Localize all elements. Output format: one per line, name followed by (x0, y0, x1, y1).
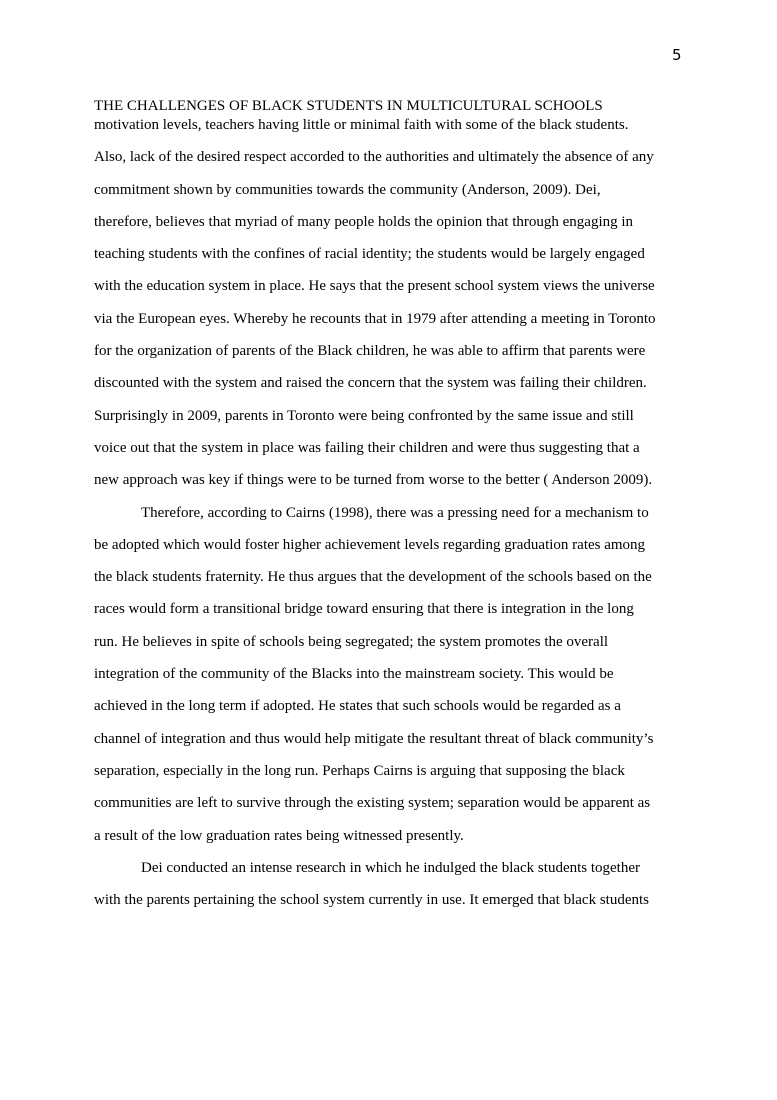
paragraph-first-line: Dei conducted an intense research in which he indulged the black students together (141, 859, 640, 876)
text-line: the black students fraternity. He thus argues that the development of the schools based on the (94, 569, 652, 586)
text-line: via the European eyes. Whereby he recounts that in 1979 after attending a meeting in Toronto (94, 310, 656, 327)
page-number: 5 (672, 46, 682, 64)
text-line: a result of the low graduation rates being witnessed presently. (94, 827, 464, 844)
running-head: THE CHALLENGES OF BLACK STUDENTS IN MULTICULTURAL SCHOOLS (94, 98, 603, 114)
text-line: therefore, believes that myriad of many people holds the opinion that through engaging in (94, 213, 634, 230)
text-line: new approach was key if things were to be turned from worse to the better ( Anderson 2009). (94, 472, 653, 489)
body-text (94, 116, 694, 923)
paragraph-first-line: Therefore, according to Cairns (1998), there was a pressing need for a mechanism to (141, 504, 649, 521)
text-line: with the education system in place. He says that the present school system views the universe (94, 278, 655, 295)
text-line: achieved in the long term if adopted. He states that such schools would be regarded as a (94, 698, 621, 715)
text-line: communities are left to survive through the existing system; separation would be apparent as (94, 795, 651, 812)
text-line: voice out that the system in place was failing their children and were thus suggesting that a (94, 439, 640, 456)
text-line: races would form a transitional bridge toward ensuring that there is integration in the long (94, 601, 634, 618)
text-line: motivation levels, teachers having little or minimal faith with some of the black students. (94, 117, 629, 133)
text-line: be adopted which would foster higher achievement levels regarding graduation rates among (94, 536, 646, 553)
text-line: Also, lack of the desired respect accorded to the authorities and ultimately the absence of any (94, 149, 654, 166)
text-line: integration of the community of the Blacks into the mainstream society. This would be (94, 666, 614, 683)
text-line: channel of integration and thus would help mitigate the resultant threat of black community’s (94, 730, 654, 747)
text-line: commitment shown by communities towards the community (Anderson, 2009). Dei, (94, 181, 601, 198)
text-line: separation, especially in the long run. Perhaps Cairns is arguing that supposing the black (94, 762, 625, 779)
text-line: discounted with the system and raised the concern that the system was failing their children. (94, 375, 647, 392)
text-line: teaching students with the confines of racial identity; the students would be largely engaged (94, 246, 645, 263)
text-line: for the organization of parents of the Black children, he was able to affirm that parents were (94, 343, 646, 360)
text-line: with the parents pertaining the school system currently in use. It emerged that black students (94, 892, 649, 909)
text-line: run. He believes in spite of schools being segregated; the system promotes the overall (94, 633, 609, 650)
text-line: Surprisingly in 2009, parents in Toronto were being confronted by the same issue and still (94, 407, 634, 424)
